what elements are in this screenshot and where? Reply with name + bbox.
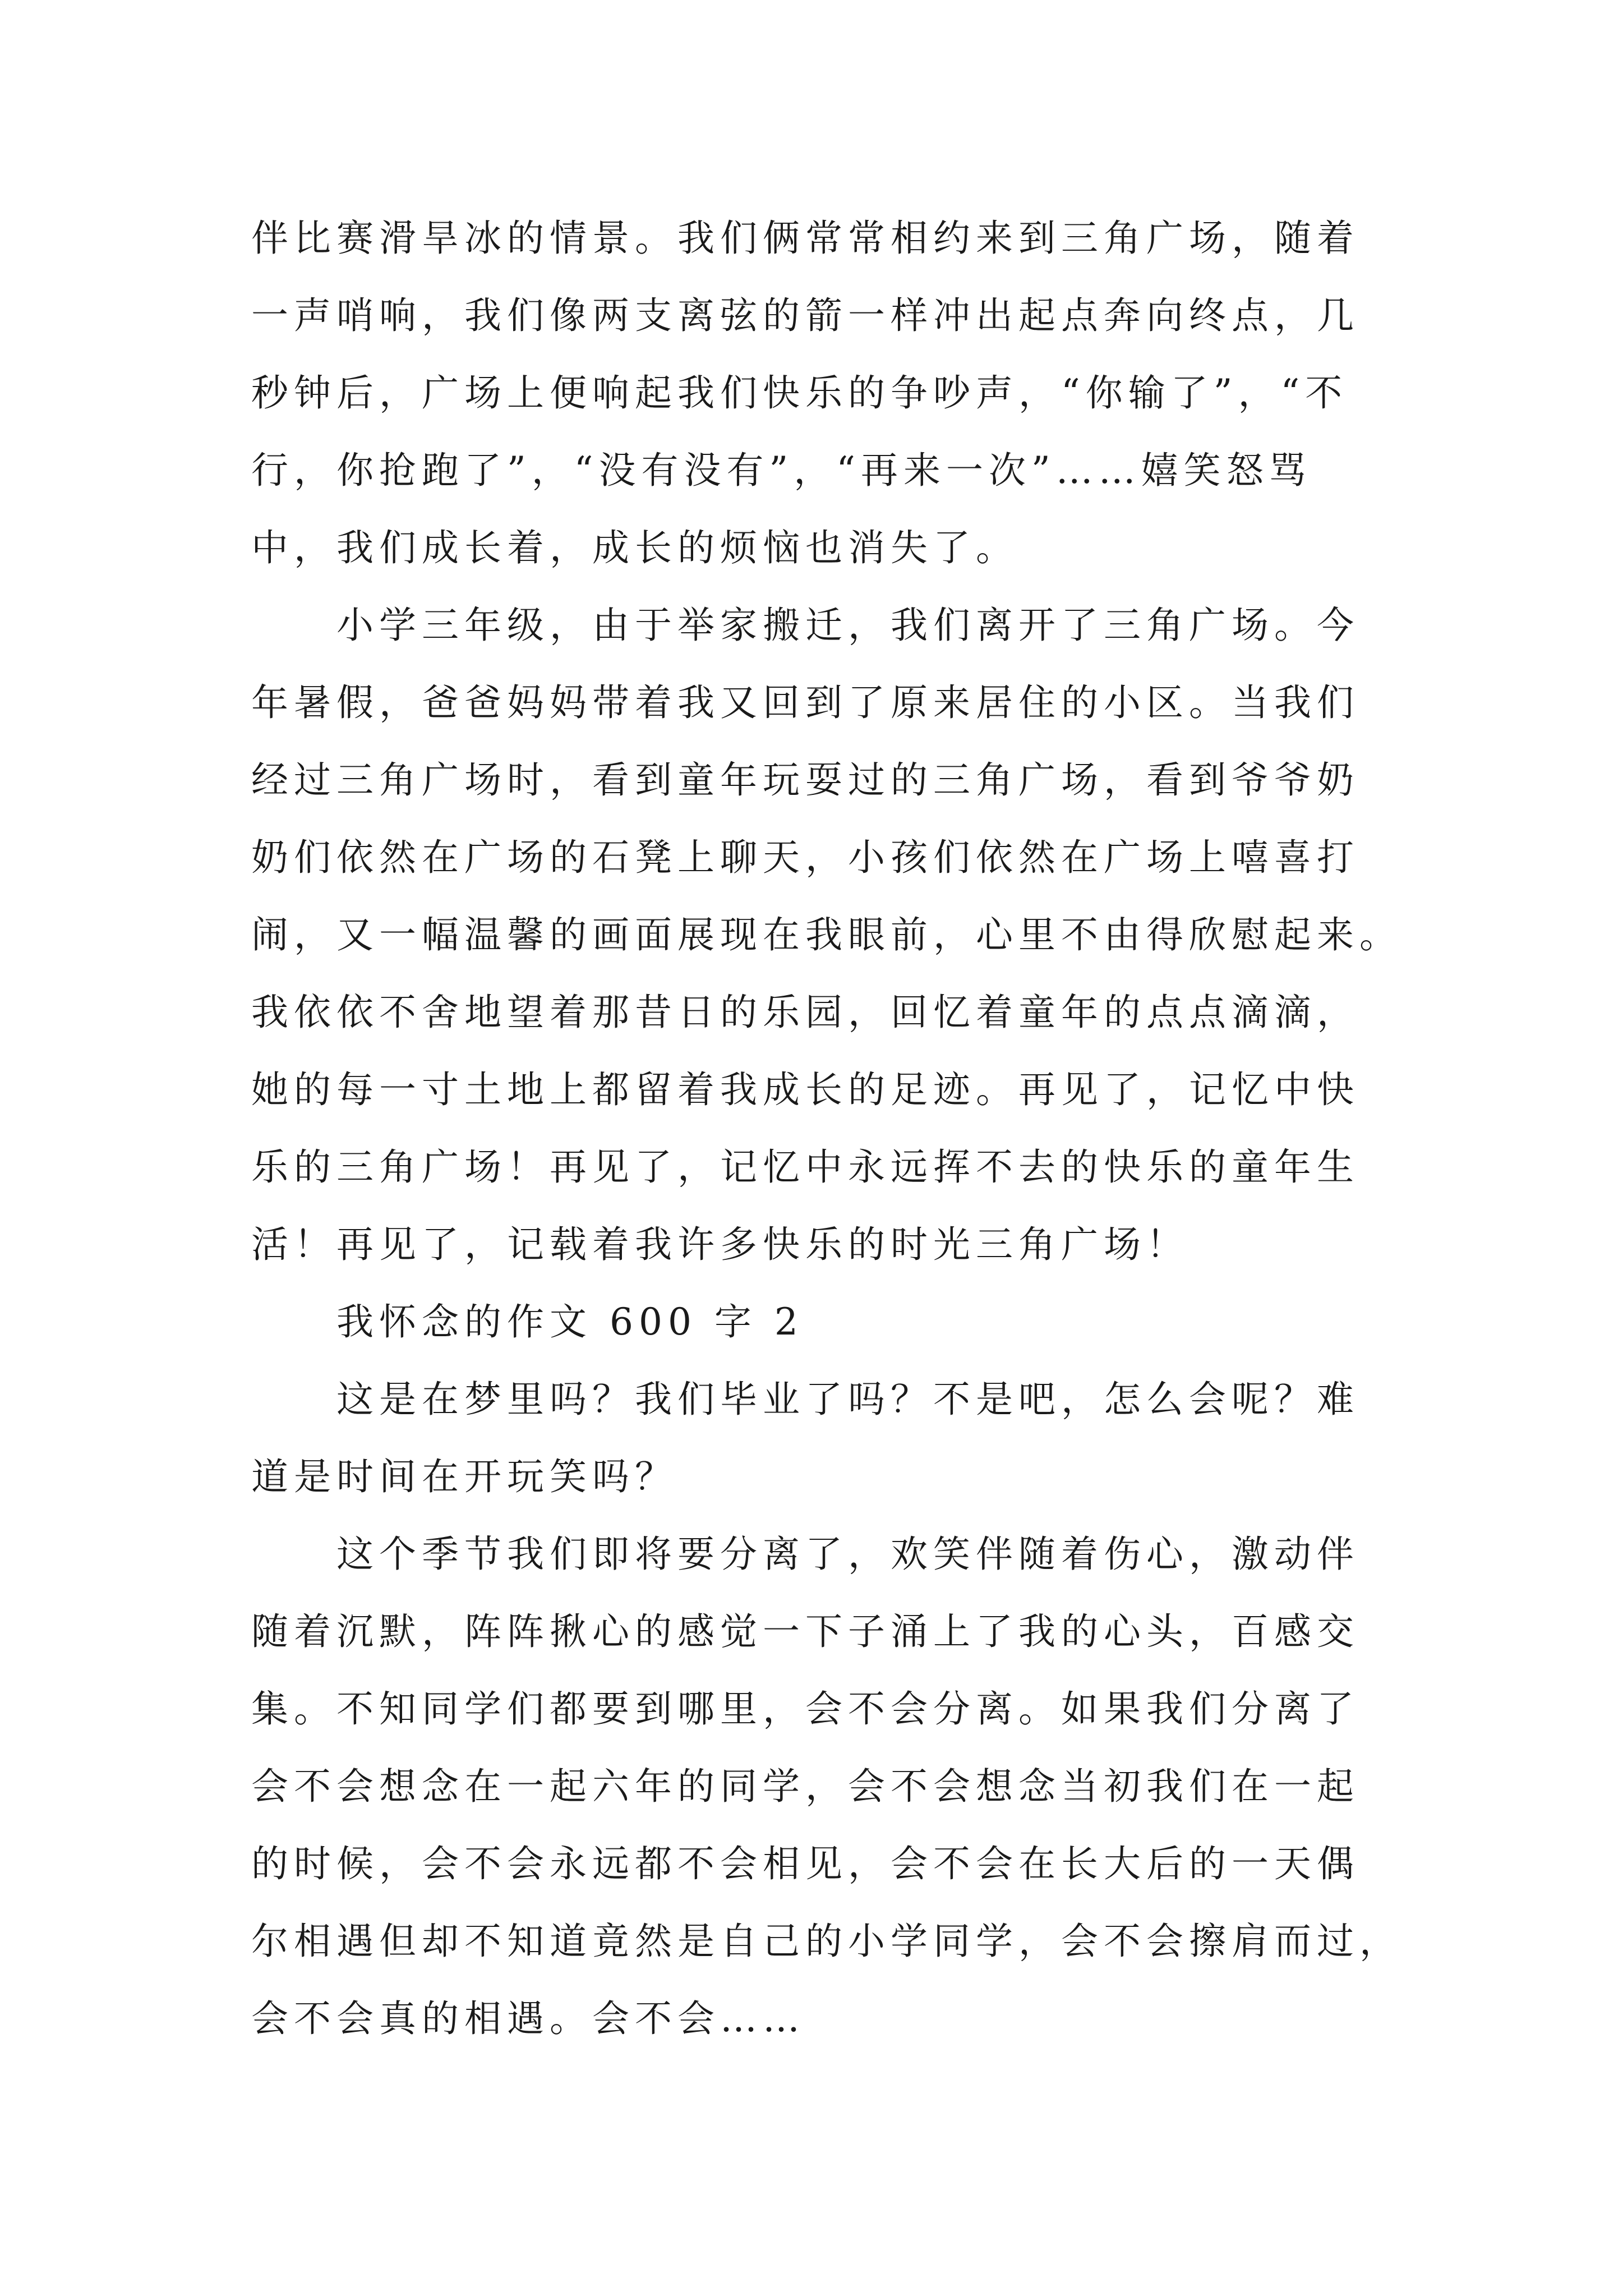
text-line: 中，我们成长着，成长的烦恼也消失了。 — [251, 526, 1018, 569]
text-line: 这是在梦里吗？我们毕业了吗？不是吧，怎么会呢？难 — [336, 1378, 1359, 1421]
text-line: 的时候，会不会永远都不会相见，会不会在长大后的一天偶 — [251, 1842, 1359, 1885]
text-line: 奶们依然在广场的石凳上聊天，小孩们依然在广场上嘻喜打 — [251, 836, 1359, 879]
text-line: 伴比赛滑旱冰的情景。我们俩常常相约来到三角广场，随着 — [251, 217, 1359, 260]
text-line: 乐的三角广场！再见了，记忆中永远挥不去的快乐的童年生 — [251, 1145, 1359, 1189]
text-line: 集。不知同学们都要到哪里，会不会分离。如果我们分离了 — [251, 1687, 1359, 1731]
text-line: 活！再见了，记载着我许多快乐的时光三角广场！ — [251, 1223, 1189, 1266]
text-line: 会不会想念在一起六年的同学，会不会想念当初我们在一起 — [251, 1765, 1359, 1808]
text-line: 秒钟后，广场上便响起我们快乐的争吵声，“你输了”，“不 — [251, 371, 1348, 415]
section-heading: 我怀念的作文 600 字 2 — [336, 1300, 804, 1343]
text-line: 尔相遇但却不知道竟然是自己的小学同学，会不会擦肩而过， — [251, 1920, 1402, 1963]
text-line: 随着沉默，阵阵揪心的感觉一下子涌上了我的心头，百感交 — [251, 1610, 1359, 1653]
text-line: 小学三年级，由于举家搬迁，我们离开了三角广场。今 — [336, 604, 1359, 647]
text-line: 年暑假，爸爸妈妈带着我又回到了原来居住的小区。当我们 — [251, 681, 1359, 724]
text-line: 行，你抢跑了”，“没有没有”，“再来一次”……嬉笑怒骂 — [251, 449, 1312, 492]
text-line: 她的每一寸土地上都留着我成长的足迹。再见了，记忆中快 — [251, 1068, 1359, 1111]
text-line: 闹，又一幅温馨的画面展现在我眼前，心里不由得欣慰起来。 — [251, 913, 1402, 956]
text-line: 我依依不舍地望着那昔日的乐园，回忆着童年的点点滴滴， — [251, 991, 1359, 1034]
text-line: 会不会真的相遇。会不会…… — [251, 1997, 805, 2040]
text-line: 道是时间在开玩笑吗？ — [251, 1455, 677, 1498]
text-line: 这个季节我们即将要分离了，欢笑伴随着伤心，激动伴 — [336, 1533, 1359, 1576]
text-line: 一声哨响，我们像两支离弦的箭一样冲出起点奔向终点，几 — [251, 294, 1359, 337]
text-line: 经过三角广场时，看到童年玩耍过的三角广场，看到爷爷奶 — [251, 758, 1359, 802]
